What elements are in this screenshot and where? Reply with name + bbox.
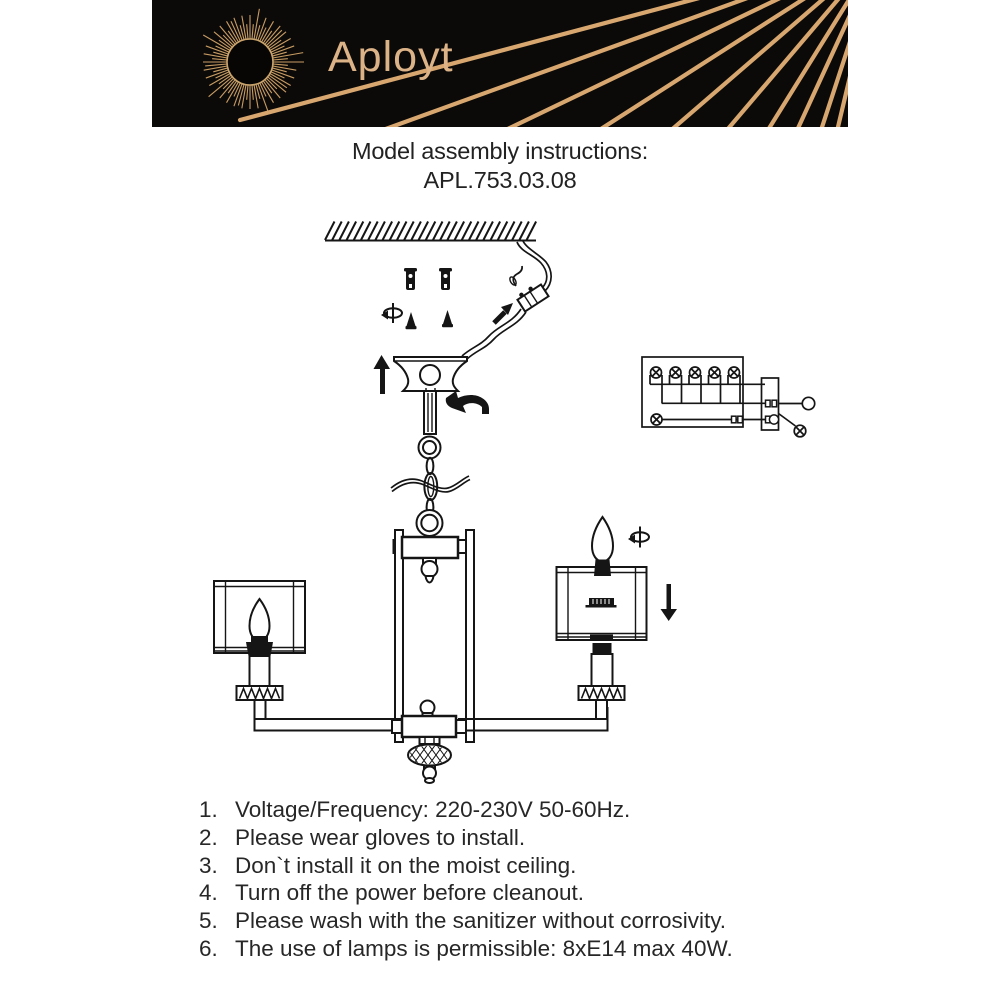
screw-icon <box>406 312 417 329</box>
rail-right <box>466 530 474 742</box>
list-item-number: 6. <box>199 935 218 961</box>
model-number: APL.753.03.08 <box>423 166 577 193</box>
list-item-text: Please wash with the sanitizer without corrosivity. <box>235 908 727 934</box>
rotate-icon <box>381 303 402 323</box>
list-item-number: 2. <box>199 824 218 850</box>
rotate-icon <box>628 527 649 548</box>
wall-anchor-icon <box>404 268 417 290</box>
list-item-text: Voltage/Frequency: 220-230V 50-60Hz. <box>235 797 631 822</box>
ceiling-wire <box>462 241 551 359</box>
chain-links <box>419 437 441 516</box>
instruction-list <box>199 796 733 963</box>
schematic-node <box>802 397 814 409</box>
bottom-hub <box>402 716 456 737</box>
brand-banner <box>152 0 848 127</box>
candle-bulb <box>592 517 613 562</box>
list-item <box>199 907 733 935</box>
candle-sleeve <box>250 656 270 687</box>
rail-left <box>395 530 403 742</box>
list-item-number: 1. <box>199 797 218 822</box>
knurled-ring <box>579 686 625 700</box>
schematic-lamp <box>651 414 662 425</box>
ceiling-hatch <box>325 222 536 241</box>
list-item-text: Turn off the power before cleanout. <box>235 880 584 906</box>
wrench-icon <box>446 391 489 414</box>
screw-icon <box>442 310 453 327</box>
wavy-wire <box>391 476 470 492</box>
candle-sleeve <box>592 654 613 686</box>
title-block <box>0 137 1000 194</box>
hanging-rod <box>424 391 436 434</box>
list-item <box>199 824 733 852</box>
schematic-wires <box>650 384 802 426</box>
list-item <box>199 796 733 824</box>
list-item <box>199 935 733 963</box>
chandelier-column <box>255 510 608 783</box>
wall-anchor-icon <box>439 268 452 290</box>
lamp-socket <box>593 643 612 654</box>
brand-logo-text: Aployt <box>328 33 454 81</box>
arrow-down-icon <box>661 584 678 621</box>
lamp-socket <box>246 642 273 656</box>
crystal-ball <box>404 744 460 783</box>
banner-art <box>152 0 848 127</box>
wiring-schematic <box>642 357 815 437</box>
list-item-number: 4. <box>199 880 218 906</box>
list-item-text: The use of lamps is permissible: 8xE14 max 40W. <box>235 935 733 961</box>
canopy <box>394 357 467 391</box>
arm-left <box>255 707 403 731</box>
assembly-diagram <box>0 200 1000 800</box>
list-item <box>199 852 733 880</box>
schematic-lamps <box>650 367 740 384</box>
knurled-ring <box>237 686 283 700</box>
list-item <box>199 879 733 907</box>
list-item-number: 3. <box>199 852 218 878</box>
sunburst-center <box>227 39 273 85</box>
candle-shade <box>557 567 647 640</box>
list-item-text: Please wear gloves to install. <box>235 824 526 850</box>
right-lamp <box>557 517 647 719</box>
list-item-text: Don`t install it on the moist ceiling. <box>235 852 577 878</box>
arm-stem <box>255 700 266 719</box>
arm-stem <box>596 700 607 719</box>
left-lamp <box>214 581 305 719</box>
arm-right <box>458 707 608 731</box>
bulb-base <box>594 560 611 577</box>
top-hub <box>402 537 458 558</box>
list-item-number: 5. <box>199 908 218 934</box>
page-title: Model assembly instructions: <box>351 138 649 164</box>
schematic-lamp <box>794 425 806 437</box>
arrow-up-icon <box>374 355 391 394</box>
